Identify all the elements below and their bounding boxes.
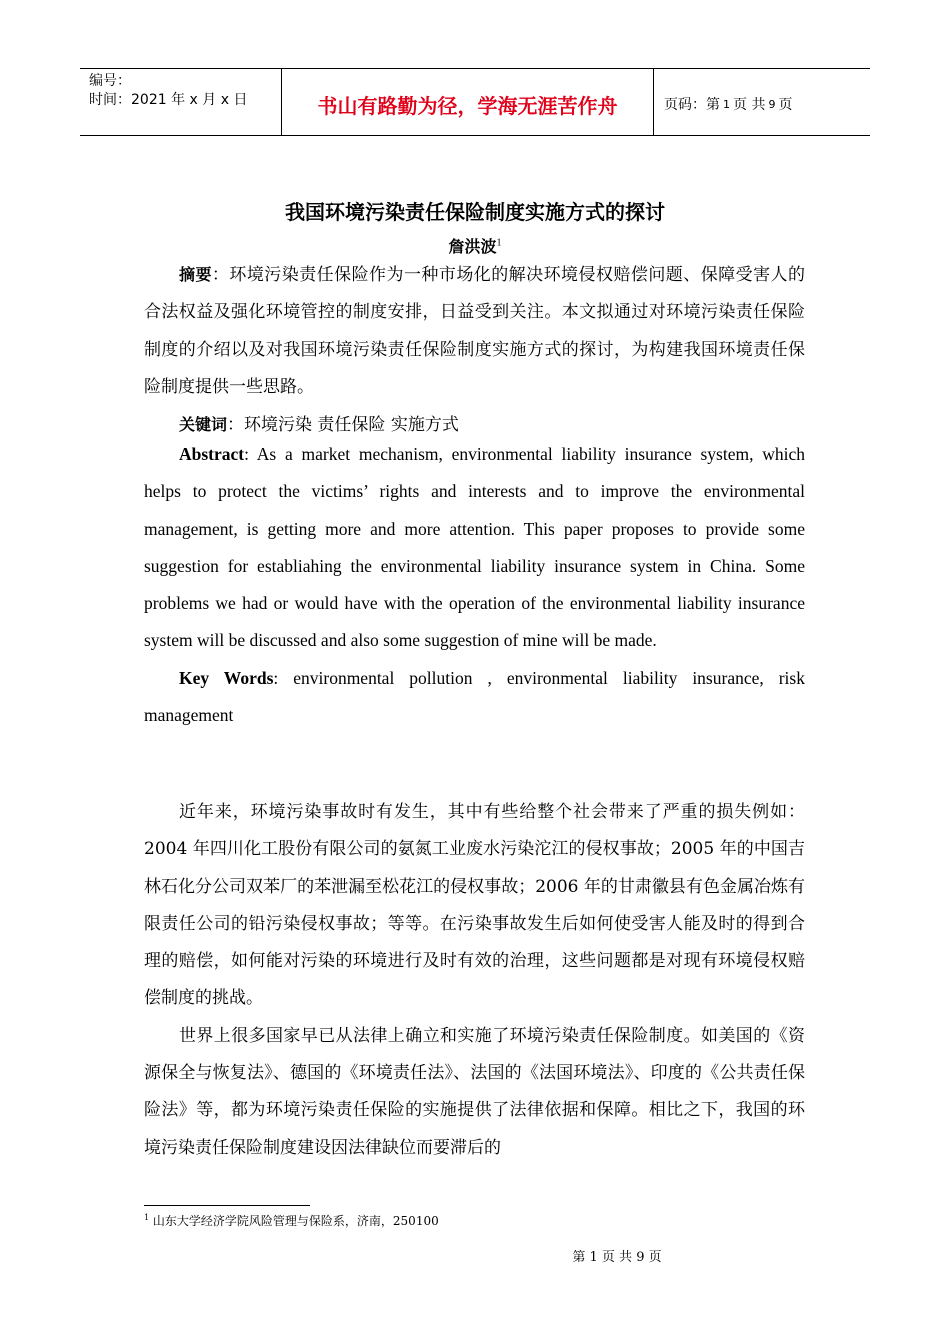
body-paragraph-2: 世界上很多国家早已从法律上确立和实施了环境污染责任保险制度。如美国的《资源保全与恢复法》、德国的《环境责任法》、法国的《法国环境法》、印度的《公共责任保险法》等，都为环境污染责任保险的实施提供了法律依据和保障。相比之下，我国的环境污染责任保险制度建设因法律缺位而要滞后的 <box>144 1025 805 1158</box>
main-body <box>144 794 805 1167</box>
keywords-cn-text: ：环境污染 责任保险 实施方式 <box>227 415 459 436</box>
header-motto: 书山有路勤为径，学海无涯苦作舟 <box>282 69 654 135</box>
keywords-en-text: : environmental pollution , environmental liability insurance, risk management <box>144 667 805 726</box>
header-meta <box>80 69 282 135</box>
header-table <box>80 68 870 136</box>
page-footer: 第 1 页 共 9 页 <box>572 1250 662 1265</box>
abstract-en-text: : As a market mechanism, environmental liability insurance system, which helps to protect the victims’ rights and interests and to improve the environmental management, is getting more and more attention. This paper proposes to provide some suggestion for establiahing the environmental liability insurance system in China. Some problems we had or would have with the operation of the environmental liability insurance system will be discussed and also some suggestion of mine will be made. <box>144 444 805 651</box>
body-paragraph-1: 近年来，环境污染事故时有发生，其中有些给整个社会带来了严重的损失例如：2004 年四川化工股份有限公司的氨氮工业废水污染沱江的侵权事故；2005 年的中国吉林石化分公司双苯厂的苯泄漏至松花江的侵权事故；2006 年的甘肃徽县有色金属冶炼有限责任公司的铅污染侵权事故；等等。在污染事故发生后如何使受害人能及时的得到合理的赔偿，如何能对污染的环境进行及时有效的治理，这些问题都是对现有环境侵权赔偿制度的挑战。 <box>144 802 805 1009</box>
footnote <box>144 1212 439 1229</box>
page-suffix: 页 <box>778 97 793 113</box>
keywords-cn-label: 关键词 <box>179 415 228 435</box>
page-mid: 页 共 <box>733 97 766 113</box>
abstract-cn-label: 摘要 <box>179 265 212 284</box>
abstract-cn-section <box>144 256 805 444</box>
document-title: 我国环境污染责任保险制度实施方式的探讨 <box>285 200 665 224</box>
abstract-cn-text: ：环境污染责任保险作为一种市场化的解决环境侵权赔偿问题、保障受害人的合法权益及强化环境管控的制度安排，日益受到关注。本文拟通过对环境污染责任保险制度的介绍以及对我国环境污染责任保险制度实施方式的探讨，为构建我国环境责任保险制度提供一些思路。 <box>144 265 805 397</box>
author-name: 詹洪波 <box>448 237 497 256</box>
time-label: 时间：2021 年 x 月 x 日 <box>89 92 248 108</box>
page-prefix: 页码：第 <box>664 97 720 113</box>
abstract-en-section <box>144 436 805 734</box>
page-current: 1 <box>723 97 730 111</box>
footnote-mark: 1 <box>144 1213 150 1222</box>
header-page-info <box>654 69 870 135</box>
abstract-cn <box>144 256 805 406</box>
keywords-en <box>144 660 805 735</box>
author-footnote-mark: 1 <box>496 237 502 249</box>
footnote-text: 山东大学经济学院风险管理与保险系，济南，250100 <box>149 1214 439 1228</box>
abstract-en <box>144 436 805 660</box>
keywords-en-label: Key Words <box>179 667 274 688</box>
author-line <box>0 234 950 257</box>
abstract-en-label: Abstract <box>179 444 245 464</box>
number-label: 编号： <box>89 73 131 89</box>
page-total: 9 <box>768 97 776 111</box>
footnote-divider <box>144 1205 310 1206</box>
